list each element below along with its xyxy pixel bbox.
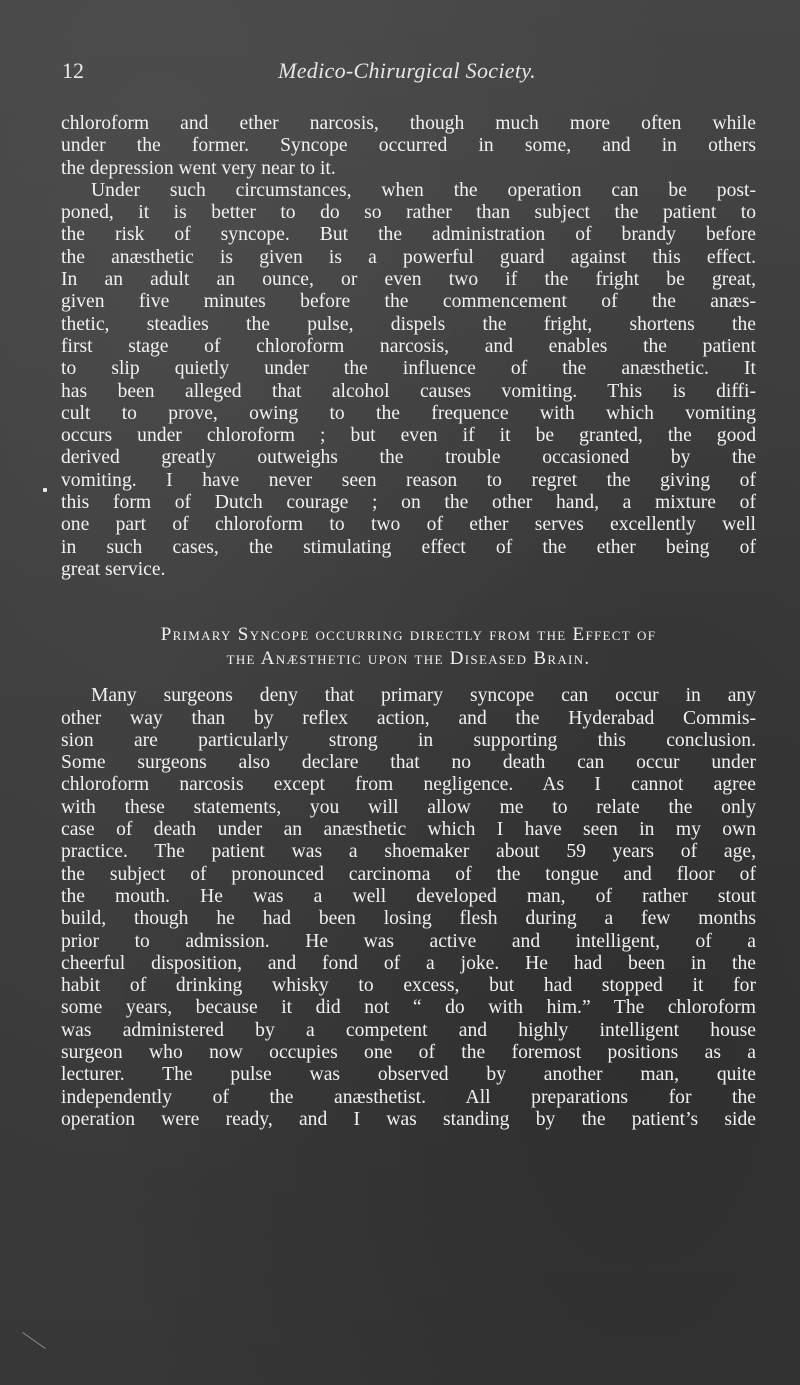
page-number: 12 <box>62 58 84 83</box>
text-line: prior to admission. He was active and intelligent, of a <box>61 930 756 952</box>
text-line: poned, it is better to do so rather than subject the patient to <box>61 202 756 224</box>
text-line: some years, because it did not “ do with him.” The chloroform <box>61 997 756 1019</box>
text-line: chloroform narcosis except from negligence. As I cannot agree <box>61 774 756 796</box>
text-line: one part of chloroform to two of ether serves excellently well <box>61 514 756 536</box>
paragraph <box>61 685 756 1131</box>
page-corner-mark <box>22 1332 46 1349</box>
text-line: with these statements, you will allow me to relate the only <box>61 796 756 818</box>
spacer <box>61 581 756 623</box>
text-line: to slip quietly under the influence of the anæsthetic. It <box>61 358 756 380</box>
section-heading <box>61 623 756 671</box>
text-line: first stage of chloroform narcosis, and enables the patient <box>61 335 756 357</box>
text-line: given five minutes before the commencement of the anæs- <box>61 291 756 313</box>
text-line: operation were ready, and I was standing by the patient’s side <box>61 1108 756 1130</box>
text-line: derived greatly outweighs the trouble occasioned by the <box>61 447 756 469</box>
text-line: surgeon who now occupies one of the foremost positions as a <box>61 1041 756 1063</box>
text-line: In an adult an ounce, or even two if the fright be great, <box>61 269 756 291</box>
text-line: the risk of syncope. But the administration of brandy before <box>61 224 756 246</box>
page-header <box>62 52 752 92</box>
paragraph <box>61 113 756 180</box>
text-line: chloroform and ether narcosis, though much more often while <box>61 113 756 134</box>
text-line: cult to prove, owing to the frequence with which vomiting <box>61 402 756 424</box>
text-line: other way than by reflex action, and the Hyderabad Commis- <box>61 707 756 729</box>
text-line: build, though he had been losing flesh during a few months <box>61 908 756 930</box>
text-line: the anæsthetic is given is a powerful guard against this effect. <box>61 246 756 268</box>
margin-mark <box>43 488 47 492</box>
text-line: thetic, steadies the pulse, dispels the fright, shortens the <box>61 313 756 335</box>
text-line: Some surgeons also declare that no death can occur under <box>61 752 756 774</box>
text-line: the mouth. He was a well developed man, of rather stout <box>61 885 756 907</box>
text-line: the subject of pronounced carcinoma of the tongue and floor of <box>61 863 756 885</box>
text-line: habit of drinking whisky to excess, but had stopped it for <box>61 975 756 997</box>
text-line: was administered by a competent and highly intelligent house <box>61 1019 756 1041</box>
text-line: Many surgeons deny that primary syncope can occur in any <box>91 685 756 707</box>
text-line: practice. The patient was a shoemaker about 59 years of age, <box>61 841 756 863</box>
text-line: sion are particularly strong in supporting this conclusion. <box>61 729 756 751</box>
text-line: case of death under an anæsthetic which I have seen in my own <box>61 819 756 841</box>
text-line: occurs under chloroform ; but even if it be granted, the good <box>61 425 756 447</box>
text-line: this form of Dutch courage ; on the other hand, a mixture of <box>61 492 756 514</box>
body-text <box>61 113 756 1131</box>
text-line: has been alleged that alcohol causes vomiting. This is diffi- <box>61 380 756 402</box>
text-line: independently of the anæsthetist. All preparations for the <box>61 1086 756 1108</box>
text-line: in such cases, the stimulating effect of the ether being of <box>61 536 756 558</box>
section-heading-line: the Anæsthetic upon the Diseased Brain. <box>226 648 591 670</box>
text-line: under the former. Syncope occurred in some, and in others <box>61 135 756 157</box>
section-heading-line: Primary Syncope occurring directly from the Effect of <box>160 624 657 646</box>
text-line: the depression went very near to it. <box>61 157 336 179</box>
paragraph <box>61 180 756 581</box>
text-line: vomiting. I have never seen reason to regret the giving of <box>61 469 756 491</box>
spacer <box>61 671 756 685</box>
running-head: Medico-Chirurgical Society. <box>278 58 536 83</box>
text-line: Under such circumstances, when the operation can be post- <box>91 179 756 201</box>
text-line: cheerful disposition, and fond of a joke. He had been in the <box>61 952 756 974</box>
text-line: great service. <box>61 558 166 580</box>
text-line: lecturer. The pulse was observed by another man, quite <box>61 1064 756 1086</box>
